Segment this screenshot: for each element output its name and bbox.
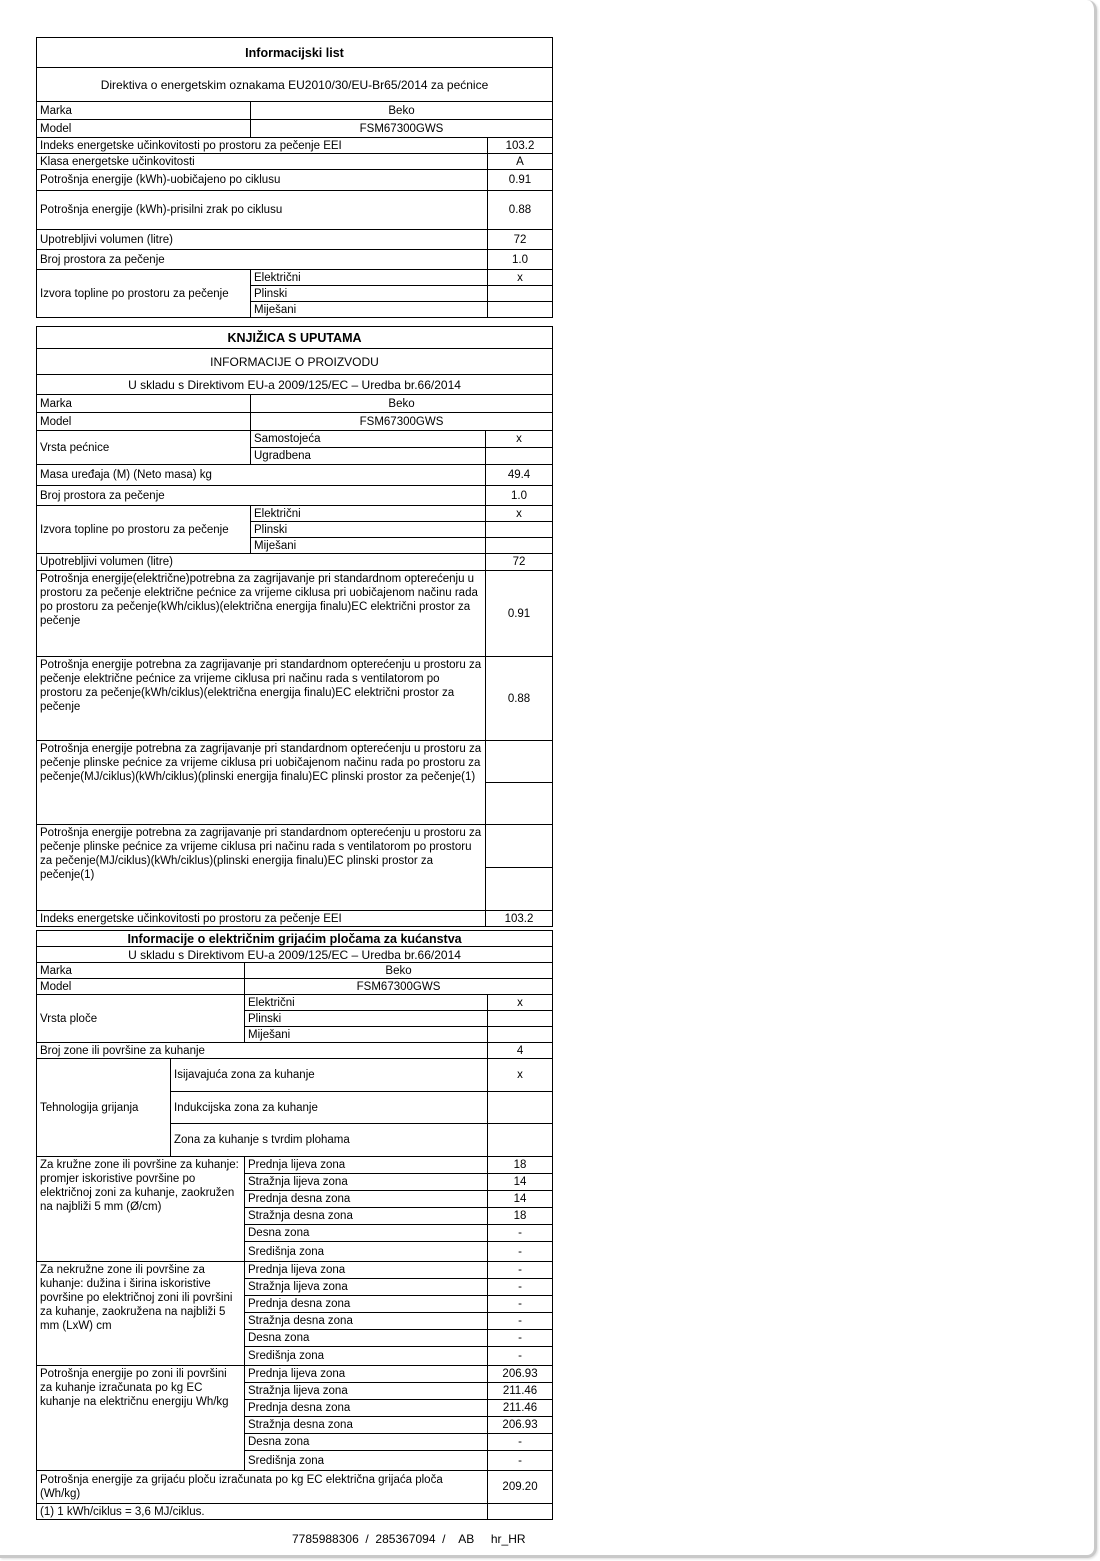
row-value: 103.2 — [488, 138, 553, 154]
hob-type-option: Plinski — [245, 1011, 488, 1027]
zone-value: 18 — [488, 1157, 553, 1174]
heating-tech-mark — [488, 1092, 553, 1124]
booklet-title: KNJIŽICA S UPUTAMA — [37, 327, 553, 349]
zone-value: - — [488, 1242, 553, 1262]
footer-locale: hr_HR — [490, 1532, 526, 1546]
brand-label: Marka — [37, 395, 251, 413]
zone-value: - — [488, 1279, 553, 1296]
row-label: Klasa energetske učinkovitosti — [37, 154, 488, 170]
heating-tech-mark: x — [488, 1059, 553, 1092]
document-footer: 7785988306 / 285367094 / AB hr_HR — [292, 1532, 526, 1546]
information-sheet-title: Informacijski list — [37, 38, 553, 68]
zone-label: Središnja zona — [245, 1451, 488, 1471]
footer-code-1: 7785988306 — [292, 1532, 359, 1546]
volume-value: 72 — [486, 554, 553, 571]
zone-label: Stražnja desna zona — [245, 1313, 488, 1330]
eei-label: Indeks energetske učinkovitosti po prostoru za pečenje EEI — [37, 911, 486, 927]
zone-value: 18 — [488, 1208, 553, 1225]
heating-tech-option: Indukcijska zona za kuhanje — [171, 1092, 488, 1124]
zone-label: Stražnja lijeva zona — [245, 1279, 488, 1296]
hob-type-mark — [488, 1011, 553, 1027]
cavities-label: Broj prostora za pečenje — [37, 486, 486, 506]
zone-value: - — [488, 1330, 553, 1347]
model-label: Model — [37, 413, 251, 431]
heat-source-option: Električni — [251, 270, 488, 286]
heat-source-option: Miješani — [251, 538, 486, 554]
zone-label: Prednja desna zona — [245, 1296, 488, 1313]
ec-electric-conventional-value: 0.91 — [486, 571, 553, 657]
ec-electric-fan-label: Potrošnja energije potrebna za zagrijavanje pri standardnom opterećenju u prostoru za pečenje električne pećnice za vrijeme ciklusa pri načinu rada s ventilatorom po prostoru za pečenje(kWh/ciklus)(električna energija finalu)EC električni prostor za pečenje — [37, 657, 486, 741]
heat-source-mark: x — [488, 270, 553, 286]
zones-count-label: Broj zone ili površine za kuhanje — [37, 1043, 488, 1059]
row-label: Potrošnja energije (kWh)-uobičajeno po ciklusu — [37, 170, 488, 191]
heat-source-option: Plinski — [251, 522, 486, 538]
row-value: 0.91 — [488, 170, 553, 191]
instruction-booklet — [36, 326, 552, 927]
volume-label: Upotrebljivi volumen (litre) — [37, 554, 486, 571]
model-value: FSM67300GWS — [251, 120, 553, 138]
hob-total-consumption-value: 209.20 — [488, 1471, 553, 1504]
zone-label: Stražnja lijeva zona — [245, 1174, 488, 1191]
zone-value: - — [488, 1434, 553, 1451]
zone-value: 211.46 — [488, 1383, 553, 1400]
zone-value: - — [488, 1451, 553, 1471]
product-info-heading: INFORMACIJE O PROIZVODU — [37, 349, 553, 375]
zone-value: 211.46 — [488, 1400, 553, 1417]
row-value: A — [488, 154, 553, 170]
zone-value: - — [488, 1262, 553, 1279]
footnote-value-cell — [488, 1504, 553, 1520]
cavities-value: 1.0 — [486, 486, 553, 506]
model-value: FSM67300GWS — [245, 979, 553, 995]
circular-zones-label: Za kružne zone ili površine za kuhanje: promjer iskoristive površine po električnoj zoni za kuhanje, zaokružen na najbliži 5 mm (Ø/cm) — [37, 1157, 245, 1262]
heat-source-mark — [486, 522, 553, 538]
zone-value: - — [488, 1225, 553, 1242]
brand-value: Beko — [251, 102, 553, 120]
hob-type-option: Električni — [245, 995, 488, 1011]
oven-type-option: Samostojeća — [251, 431, 486, 448]
zone-label: Prednja lijeva zona — [245, 1157, 488, 1174]
ec-gas-conventional-kwh — [486, 783, 553, 825]
noncircular-zones-label: Za nekružne zone ili površine za kuhanje: dužina i širina iskoristive površine po električnoj zoni ili površini za kuhanje, zaokružena na najbliži 5 mm (LxW) cm — [37, 1262, 245, 1366]
heat-source-label: Izvora topline po prostoru za pečenje — [37, 270, 251, 318]
footer-code-2: 285367094 — [375, 1532, 436, 1546]
zone-label: Desna zona — [245, 1434, 488, 1451]
hob-total-consumption-label: Potrošnja energije za grijaću ploču izračunata po kg EC električna grijaća ploča (Wh/kg) — [37, 1471, 488, 1504]
ec-gas-conventional-label: Potrošnja energije potrebna za zagrijavanje pri standardnom opterećenju u prostoru za pečenje plinske pećnice za vrijeme ciklusa pri uobičajenom načinu rada po prostoru za pečenje(MJ/ciklus)(kWh/ciklus)(plinski energija finalu)EC plinski prostor za pečenje(1) — [37, 741, 486, 825]
information-sheet — [36, 37, 552, 318]
footnote: (1) 1 kWh/ciklus = 3,6 MJ/ciklus. — [37, 1504, 488, 1520]
brand-label: Marka — [37, 102, 251, 120]
zone-value: - — [488, 1347, 553, 1366]
ec-gas-fan-kwh — [486, 868, 553, 911]
row-label: Broj prostora za pečenje — [37, 250, 488, 270]
heat-source-option: Miješani — [251, 302, 488, 318]
heat-source-mark — [488, 286, 553, 302]
zone-value: 14 — [488, 1191, 553, 1208]
hob-type-mark: x — [488, 995, 553, 1011]
model-label: Model — [37, 979, 245, 995]
ec-gas-fan-mj — [486, 825, 553, 868]
heat-source-mark: x — [486, 506, 553, 522]
ec-gas-fan-label: Potrošnja energije potrebna za zagrijavanje pri standardnom opterećenju u prostoru za pečenje plinske pećnice za vrijeme ciklusa pri načinu rada s ventilatorom po prostoru za pečenje(MJ/ciklus)(kWh/ciklus)(plinski energija finalu)EC plinski prostor za pečenje(1) — [37, 825, 486, 911]
heat-source-label: Izvora topline po prostoru za pečenje — [37, 506, 251, 554]
zone-value: 206.93 — [488, 1417, 553, 1434]
zone-label: Prednja lijeva zona — [245, 1262, 488, 1279]
ec-electric-fan-value: 0.88 — [486, 657, 553, 741]
heating-tech-option: Zona za kuhanje s tvrdim plohama — [171, 1124, 488, 1157]
oven-type-mark: x — [486, 431, 553, 448]
zone-label: Prednja desna zona — [245, 1191, 488, 1208]
hob-type-mark — [488, 1027, 553, 1043]
mass-value: 49.4 — [486, 465, 553, 486]
footer-code-3: AB — [458, 1532, 475, 1546]
row-value: 72 — [488, 230, 553, 250]
zone-value: 206.93 — [488, 1366, 553, 1383]
oven-type-label: Vrsta pećnice — [37, 431, 251, 465]
zone-label: Desna zona — [245, 1330, 488, 1347]
row-value: 1.0 — [488, 250, 553, 270]
heating-tech-mark — [488, 1124, 553, 1157]
zone-label: Desna zona — [245, 1225, 488, 1242]
hob-type-label: Vrsta ploče — [37, 995, 245, 1043]
row-label: Indeks energetske učinkovitosti po prostoru za pečenje EEI — [37, 138, 488, 154]
brand-label: Marka — [37, 963, 245, 979]
mass-label: Masa uređaja (M) (Neto masa) kg — [37, 465, 486, 486]
heating-tech-option: Isijavajuća zona za kuhanje — [171, 1059, 488, 1092]
zone-value: 14 — [488, 1174, 553, 1191]
zone-label: Središnja zona — [245, 1347, 488, 1366]
zone-label: Stražnja lijeva zona — [245, 1383, 488, 1400]
zone-label: Prednja desna zona — [245, 1400, 488, 1417]
row-value: 0.88 — [488, 191, 553, 230]
zone-label: Stražnja desna zona — [245, 1208, 488, 1225]
per-zone-consumption-label: Potrošnja energije po zoni ili površini za kuhanje izračunata po kg EC kuhanje na električnu energiju Wh/kg — [37, 1366, 245, 1471]
heating-tech-label: Tehnologija grijanja — [37, 1059, 171, 1157]
ecodesign-directive: U skladu s Direktivom EU-a 2009/125/EC – Uredba br.66/2014 — [37, 947, 553, 963]
model-value: FSM67300GWS — [251, 413, 553, 431]
ecodesign-directive: U skladu s Direktivom EU-a 2009/125/EC – Uredba br.66/2014 — [37, 375, 553, 395]
eei-value: 103.2 — [486, 911, 553, 927]
heat-source-option: Električni — [251, 506, 486, 522]
zone-label: Stražnja desna zona — [245, 1417, 488, 1434]
hob-title: Informacije o električnim grijaćim pločama za kućanstva — [37, 931, 553, 947]
hob-type-option: Miješani — [245, 1027, 488, 1043]
model-label: Model — [37, 120, 251, 138]
heat-source-mark — [486, 538, 553, 554]
brand-value: Beko — [245, 963, 553, 979]
ec-electric-conventional-label: Potrošnja energije(električne)potrebna za zagrijavanje pri standardnom opterećenju u prostoru za pečenje električne pećnice za vrijeme ciklusa pri uobičajenom načinu rada po prostoru za pečenje(kWh/ciklus)(električna energija finalu)EC električni prostor za pečenje — [37, 571, 486, 657]
zone-label: Središnja zona — [245, 1242, 488, 1262]
oven-type-option: Ugradbena — [251, 448, 486, 465]
zone-value: - — [488, 1313, 553, 1330]
row-label: Potrošnja energije (kWh)-prisilni zrak po ciklusu — [37, 191, 488, 230]
brand-value: Beko — [251, 395, 553, 413]
heat-source-option: Plinski — [251, 286, 488, 302]
oven-type-mark — [486, 448, 553, 465]
ec-gas-conventional-mj — [486, 741, 553, 783]
zone-label: Prednja lijeva zona — [245, 1366, 488, 1383]
energy-directive: Direktiva o energetskim oznakama EU2010/30/EU-Br65/2014 za pećnice — [37, 68, 553, 102]
zones-count-value: 4 — [488, 1043, 553, 1059]
hob-information — [36, 930, 552, 1520]
heat-source-mark — [488, 302, 553, 318]
row-label: Upotrebljivi volumen (litre) — [37, 230, 488, 250]
zone-value: - — [488, 1296, 553, 1313]
